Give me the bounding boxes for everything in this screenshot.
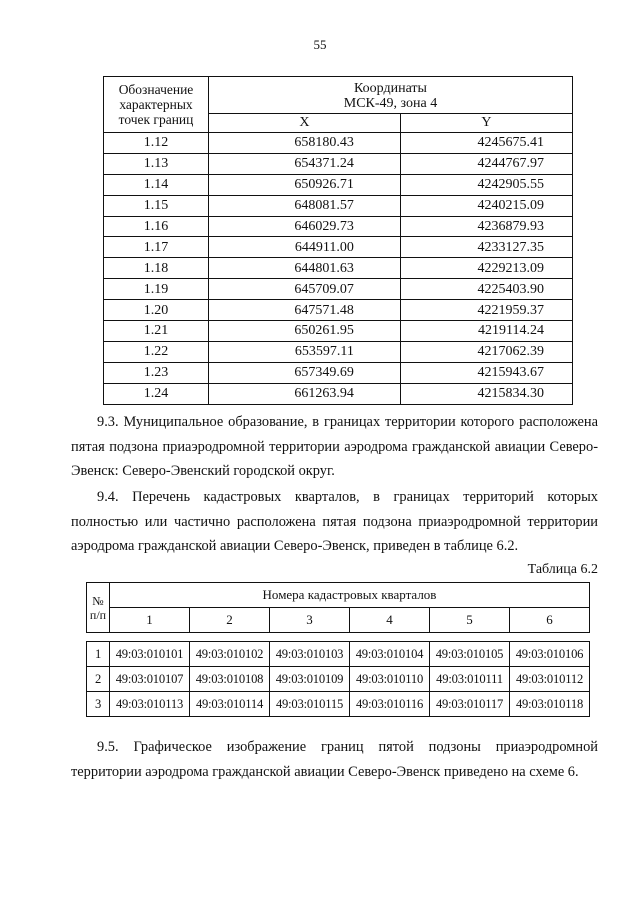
coordinate-row — [104, 321, 573, 342]
cadastral-number-cell: 49:03:010106 — [510, 642, 590, 667]
cadastral-number-cell: 49:03:010112 — [510, 667, 590, 692]
y-value-cell: 4217062.39 — [400, 341, 572, 362]
cadastral-number-cell: 49:03:010116 — [350, 692, 430, 717]
x-value-cell: 650926.71 — [209, 174, 401, 195]
y-value-cell: 4221959.37 — [400, 300, 572, 321]
coordinate-system: МСК-49, зона 4 — [343, 96, 438, 111]
y-value-cell: 4219114.24 — [400, 321, 572, 342]
point-id-cell: 1.13 — [104, 153, 209, 174]
x-value-cell: 644911.00 — [209, 237, 401, 258]
cadastral-number-cell: 49:03:010115 — [270, 692, 350, 717]
cadastral-number-cell: 49:03:010105 — [430, 642, 510, 667]
point-id-cell: 1.23 — [104, 362, 209, 383]
coordinate-row — [104, 300, 573, 321]
column-x-header: X — [209, 114, 401, 133]
point-id-cell: 1.12 — [104, 133, 209, 154]
cadastral-number-cell: 49:03:010104 — [350, 642, 430, 667]
coordinate-row — [104, 362, 573, 383]
cadastral-row — [87, 642, 590, 667]
point-id-cell: 1.16 — [104, 216, 209, 237]
cadastral-number-cell: 49:03:010114 — [190, 692, 270, 717]
paragraph-9-5-text: 9.5. Графическое изображение границ пятой подзоны приаэродромной территории аэродрома гражданской авиации Северо-Эвенск приведено на схеме 6. — [71, 739, 598, 780]
cadastral-number-cell: 49:03:010117 — [430, 692, 510, 717]
y-value-cell: 4242905.55 — [400, 174, 572, 195]
y-value-cell: 4233127.35 — [400, 237, 572, 258]
coordinates-header — [209, 77, 573, 114]
y-value-cell: 4244767.97 — [400, 153, 572, 174]
coordinate-row — [104, 195, 573, 216]
number-header: № п/п — [87, 583, 110, 633]
column-numbers-row — [87, 608, 590, 633]
coordinate-row — [104, 383, 573, 404]
paragraph-9-3-text: 9.3. Муниципальное образование, в границах территории которого расположена пятая подзона приаэродромной территории аэродрома гражданской авиации Северо-Эвенск: Северо-Эвенский городской округ. — [71, 414, 598, 479]
x-value-cell: 654371.24 — [209, 153, 401, 174]
y-value-cell: 4215943.67 — [400, 362, 572, 383]
row-number-cell: 3 — [87, 692, 110, 717]
x-value-cell: 657349.69 — [209, 362, 401, 383]
point-id-cell: 1.14 — [104, 174, 209, 195]
point-id-cell: 1.20 — [104, 300, 209, 321]
cadastral-number-cell: 49:03:010109 — [270, 667, 350, 692]
cadastral-title-header: Номера кадастровых кварталов — [110, 583, 590, 608]
column-y-header: Y — [400, 114, 572, 133]
cadastral-number-cell: 49:03:010113 — [110, 692, 190, 717]
point-id-cell: 1.18 — [104, 258, 209, 279]
row-number-cell: 2 — [87, 667, 110, 692]
coordinate-row — [104, 258, 573, 279]
table-caption: Таблица 6.2 — [527, 562, 598, 577]
y-value-cell: 4229213.09 — [400, 258, 572, 279]
coordinates-body — [104, 133, 573, 405]
page-number: 55 — [313, 37, 327, 52]
cadastral-number-cell: 49:03:010110 — [350, 667, 430, 692]
x-value-cell: 653597.11 — [209, 341, 401, 362]
y-value-cell: 4225403.90 — [400, 279, 572, 300]
column-number-header: 2 — [190, 608, 270, 633]
column-number-header: 5 — [430, 608, 510, 633]
column-number-header: 1 — [110, 608, 190, 633]
y-value-cell: 4215834.30 — [400, 383, 572, 404]
point-id-cell: 1.22 — [104, 341, 209, 362]
coordinates-table — [103, 76, 573, 405]
y-value-cell: 4236879.93 — [400, 216, 572, 237]
paragraph-9-5 — [71, 735, 598, 784]
x-value-cell: 650261.95 — [209, 321, 401, 342]
cadastral-number-cell: 49:03:010108 — [190, 667, 270, 692]
coordinate-row — [104, 279, 573, 300]
coordinate-row — [104, 174, 573, 195]
column-number-header: 4 — [350, 608, 430, 633]
coordinates-title: Координаты — [354, 81, 427, 96]
coordinate-row — [104, 237, 573, 258]
x-value-cell: 645709.07 — [209, 279, 401, 300]
y-value-cell: 4240215.09 — [400, 195, 572, 216]
cadastral-table — [86, 582, 590, 717]
point-id-cell: 1.15 — [104, 195, 209, 216]
paragraph-9-3 — [71, 410, 598, 484]
cadastral-row — [87, 667, 590, 692]
cadastral-number-cell: 49:03:010111 — [430, 667, 510, 692]
spacer-row — [87, 633, 590, 642]
column-number-header: 3 — [270, 608, 350, 633]
paragraph-9-4 — [71, 485, 598, 559]
x-value-cell: 658180.43 — [209, 133, 401, 154]
coordinate-row — [104, 341, 573, 362]
row-number-cell: 1 — [87, 642, 110, 667]
y-value-cell: 4245675.41 — [400, 133, 572, 154]
point-header: Обозначение характерных точек границ — [104, 77, 209, 133]
cadastral-number-cell: 49:03:010103 — [270, 642, 350, 667]
cadastral-number-cell: 49:03:010101 — [110, 642, 190, 667]
point-id-cell: 1.17 — [104, 237, 209, 258]
cadastral-number-cell: 49:03:010118 — [510, 692, 590, 717]
cadastral-number-cell: 49:03:010107 — [110, 667, 190, 692]
cadastral-number-cell: 49:03:010102 — [190, 642, 270, 667]
x-value-cell: 644801.63 — [209, 258, 401, 279]
column-number-header: 6 — [510, 608, 590, 633]
point-id-cell: 1.21 — [104, 321, 209, 342]
coordinate-row — [104, 153, 573, 174]
x-value-cell: 647571.48 — [209, 300, 401, 321]
x-value-cell: 661263.94 — [209, 383, 401, 404]
point-id-cell: 1.19 — [104, 279, 209, 300]
x-value-cell: 646029.73 — [209, 216, 401, 237]
point-id-cell: 1.24 — [104, 383, 209, 404]
coordinate-row — [104, 133, 573, 154]
cadastral-body — [87, 642, 590, 717]
coordinate-row — [104, 216, 573, 237]
paragraph-9-4-text: 9.4. Перечень кадастровых кварталов, в границах территорий которых полностью или частично расположена пятая подзона приаэродромной территории аэродрома гражданской авиации Северо-Эвенск, приведен в таблице 6.2. — [71, 489, 598, 554]
cadastral-row — [87, 692, 590, 717]
x-value-cell: 648081.57 — [209, 195, 401, 216]
